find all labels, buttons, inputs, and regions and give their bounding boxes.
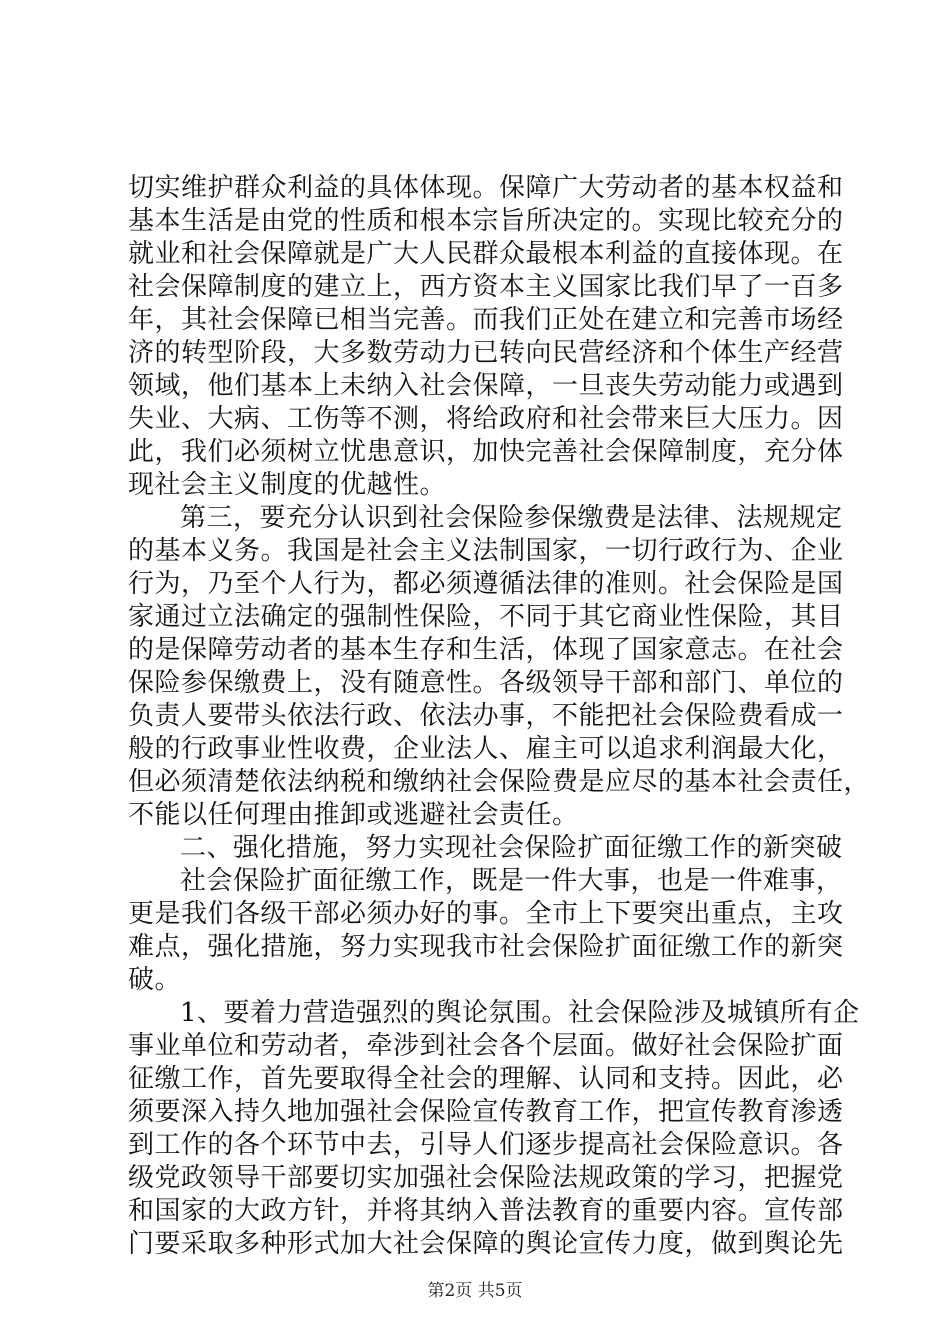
- text-line: 家通过立法确定的强制性保险，不同于其它商业性保险，其目: [128, 602, 844, 632]
- text-line: 的基本义务。我国是社会主义法制国家，一切行政行为、企业: [128, 536, 844, 566]
- text-line: 年，其社会保障已相当完善。而我们正处在建立和完善市场经: [128, 305, 844, 335]
- section-heading: 二、强化措施，努力实现社会保险扩面征缴工作的新突破: [180, 833, 843, 863]
- text-line: 负责人要带头依法行政、依法办事，不能把社会保险费看成一: [128, 701, 844, 731]
- text-line: 的是保障劳动者的基本生存和生活，体现了国家意志。在社会: [128, 635, 844, 665]
- text-line: 社会保险扩面征缴工作，既是一件大事，也是一件难事，: [180, 866, 843, 896]
- page-footer: 第2页 共5页: [427, 1281, 523, 1301]
- text-line: 保险参保缴费上，没有随意性。各级领导干部和部门、单位的: [128, 668, 844, 698]
- text-line: 征缴工作，首先要取得全社会的理解、认同和支持。因此，必: [128, 1064, 844, 1094]
- text-line: 济的转型阶段，大多数劳动力已转向民营经济和个体生产经营: [128, 338, 844, 368]
- text-line: 和国家的大政方针，并将其纳入普法教育的重要内容。宣传部: [128, 1196, 844, 1226]
- text-line: 破。: [128, 965, 182, 995]
- text-line: 般的行政事业性收费，企业法人、雇主可以追求利润最大化，: [128, 734, 844, 764]
- text-line: 难点，强化措施，努力实现我市社会保险扩面征缴工作的新突: [128, 932, 844, 962]
- text-line: 第三，要充分认识到社会保险参保缴费是法律、法规规定: [180, 503, 843, 533]
- text-line: 1、要着力营造强烈的舆论氛围。社会保险涉及城镇所有企: [180, 998, 860, 1028]
- text-line: 须要深入持久地加强社会保险宣传教育工作，把宣传教育渗透: [128, 1097, 844, 1127]
- text-line: 到工作的各个环节中去，引导人们逐步提高社会保险意识。各: [128, 1130, 844, 1160]
- text-line: 级党政领导干部要切实加强社会保险法规政策的学习，把握党: [128, 1163, 844, 1193]
- text-line: 行为，乃至个人行为，都必须遵循法律的准则。社会保险是国: [128, 569, 844, 599]
- text-line: 切实维护群众利益的具体体现。保障广大劳动者的基本权益和: [128, 173, 844, 203]
- text-line: 就业和社会保障就是广大人民群众最根本利益的直接体现。在: [128, 239, 844, 269]
- text-line: 领域，他们基本上未纳入社会保障，一旦丧失劳动能力或遇到: [128, 371, 844, 401]
- text-line: 门要采取多种形式加大社会保障的舆论宣传力度，做到舆论先: [128, 1229, 844, 1259]
- text-line: 失业、大病、工伤等不测，将给政府和社会带来巨大压力。因: [128, 404, 844, 434]
- text-line: 社会保障制度的建立上，西方资本主义国家比我们早了一百多: [128, 272, 844, 302]
- text-line: 事业单位和劳动者，牵涉到社会各个层面。做好社会保险扩面: [128, 1031, 844, 1061]
- text-line: 基本生活是由党的性质和根本宗旨所决定的。实现比较充分的: [128, 206, 844, 236]
- text-line: 不能以任何理由推卸或逃避社会责任。: [128, 800, 579, 830]
- text-line: 更是我们各级干部必须办好的事。全市上下要突出重点，主攻: [128, 899, 844, 929]
- text-line: 但必须清楚依法纳税和缴纳社会保险费是应尽的基本社会责任，: [128, 767, 871, 797]
- text-line: 现社会主义制度的优越性。: [128, 470, 447, 500]
- body-text: [128, 172, 871, 1261]
- text-line: 此，我们必须树立忧患意识，加快完善社会保障制度，充分体: [128, 437, 844, 467]
